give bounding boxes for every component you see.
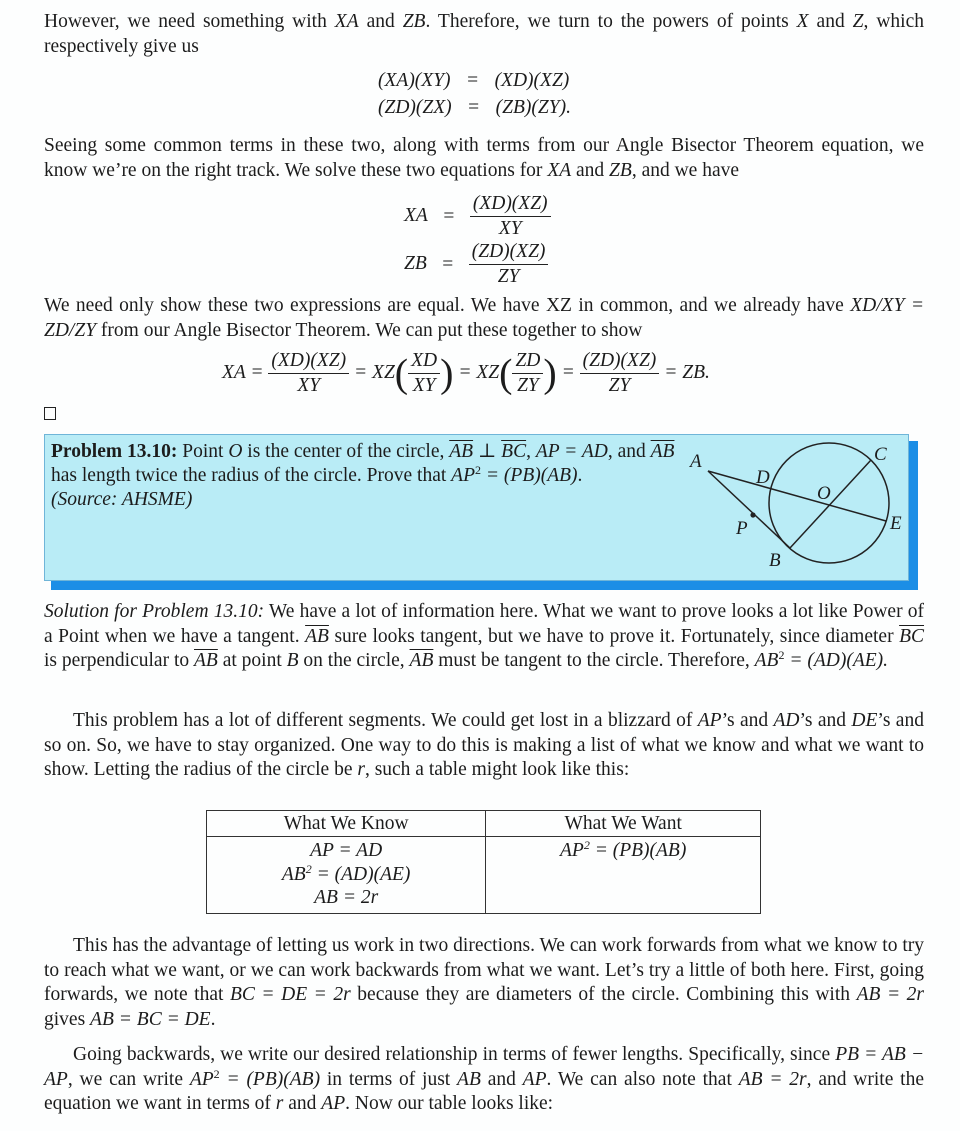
equation-power-x: (XA)(XY) = (XD)(XZ)	[378, 70, 570, 91]
problem-statement: Problem 13.10: Point O is the center of the circle, $\overline{AB}$ ⊥ $\overline{BC}$, AP = AD, and $\overline{AB}$ has length twice the radius of the circle. Prove that $AP^2 = (PB)(AB)$. (Source: AHSME)	[51, 441, 675, 510]
solution-paragraph: Solution for Problem 13.10: We have a lot of information here. What we want to prove looks a lot like Power of a Point when we have a tangent. $\overline{AB}$ sure looks tangent, but we have to prove it. Fortunately, since diameter $\overline{BC}$ is perpendicular to $\overline{AB}$ at point B on the circle, $\overline{AB}$ must be tangent to the circle. Therefore, $AB^2 = (AD)(AE)$.	[44, 601, 925, 671]
paragraph-powers-of-points: However, we need something with XA and ZB. Therefore, we turn to the powers of points X and Z, which respectively give us	[44, 11, 924, 57]
want-cell: $AP^2 = (PB)(AB)$	[486, 837, 761, 914]
label-d: D	[756, 467, 770, 488]
diameter-bc	[790, 460, 871, 548]
equation-chain: XA = $\frac{(XD)(XZ)}{XY}$ = XZ( $\frac{XD}{XY}$ ) = XZ( $\frac{ZD}{ZY}$ ) = $\frac{(ZD)(XZ)}{ZY}$ = ZB.	[222, 350, 710, 396]
equation-xa-solved: XA = $\frac{(XD)(XZ)}{XY}$	[404, 193, 551, 240]
label-b: B	[769, 550, 781, 571]
paragraph-two-directions: This has the advantage of letting us work in two directions. We can work forwards from what we know to try to reach what we want, or we can work backwards from what we want. Let’s try a little of both here. First, going forwards, we note that BC = DE = 2r because they are diameters of the circle. Combining this with AB = 2r gives AB = BC = DE.	[44, 935, 924, 1030]
header-what-we-know: What We Know	[207, 811, 486, 837]
label-o: O	[817, 483, 831, 504]
point-p-dot	[750, 512, 755, 517]
problem-source: (Source: AHSME)	[51, 489, 193, 510]
fraction: $\frac{(ZD)(XZ)}{ZY}$	[469, 241, 549, 288]
equation-power-z: (ZD)(ZX) = (ZB)(ZY).	[378, 97, 571, 118]
table-row	[207, 837, 761, 914]
label-a: A	[690, 451, 702, 472]
know-cell: AP = AD $AB^2 = (AD)(AE)$ AB = 2r	[207, 837, 486, 914]
paragraph-common-terms: Seeing some common terms in these two, along with terms from our Angle Bisector Theorem equation, we know we’re on the right track. We solve these two equations for XA and ZB, and we have	[44, 135, 924, 181]
circle-tangent-diagram	[680, 425, 920, 585]
know-want-table	[206, 810, 761, 914]
qed-square-icon	[44, 407, 56, 420]
header-what-we-want: What We Want	[486, 811, 761, 837]
label-c: C	[874, 444, 887, 465]
fraction: $\frac{(XD)(XZ)}{XY}$	[470, 193, 551, 240]
label-e: E	[890, 513, 902, 534]
paragraph-show-equal: We need only show these two expressions are equal. We have XZ in common, and we already have XD/XY = ZD/ZY from our Angle Bisector Theorem. We can put these together to show	[44, 295, 924, 341]
equation-zb-solved: ZB = $\frac{(ZD)(XZ)}{ZY}$	[404, 241, 548, 288]
paragraph-going-backwards: Going backwards, we write our desired relationship in terms of fewer lengths. Specifically, since PB = AB − AP, we can write $AP^2 = (PB)(AB)$ in terms of just AB and AP. We can also note that AB = 2r, and write the equation we want in terms of r and AP. Now our table looks like:	[44, 1044, 924, 1114]
label-p: P	[736, 518, 748, 539]
paragraph-segments: This problem has a lot of different segments. We could get lost in a blizzard of AP’s and AD’s and DE’s and so on. So, we have to stay organized. One way to do this is making a list of what we know and what we want to show. Letting the radius of the circle be r, such a table might look like this:	[44, 710, 924, 780]
